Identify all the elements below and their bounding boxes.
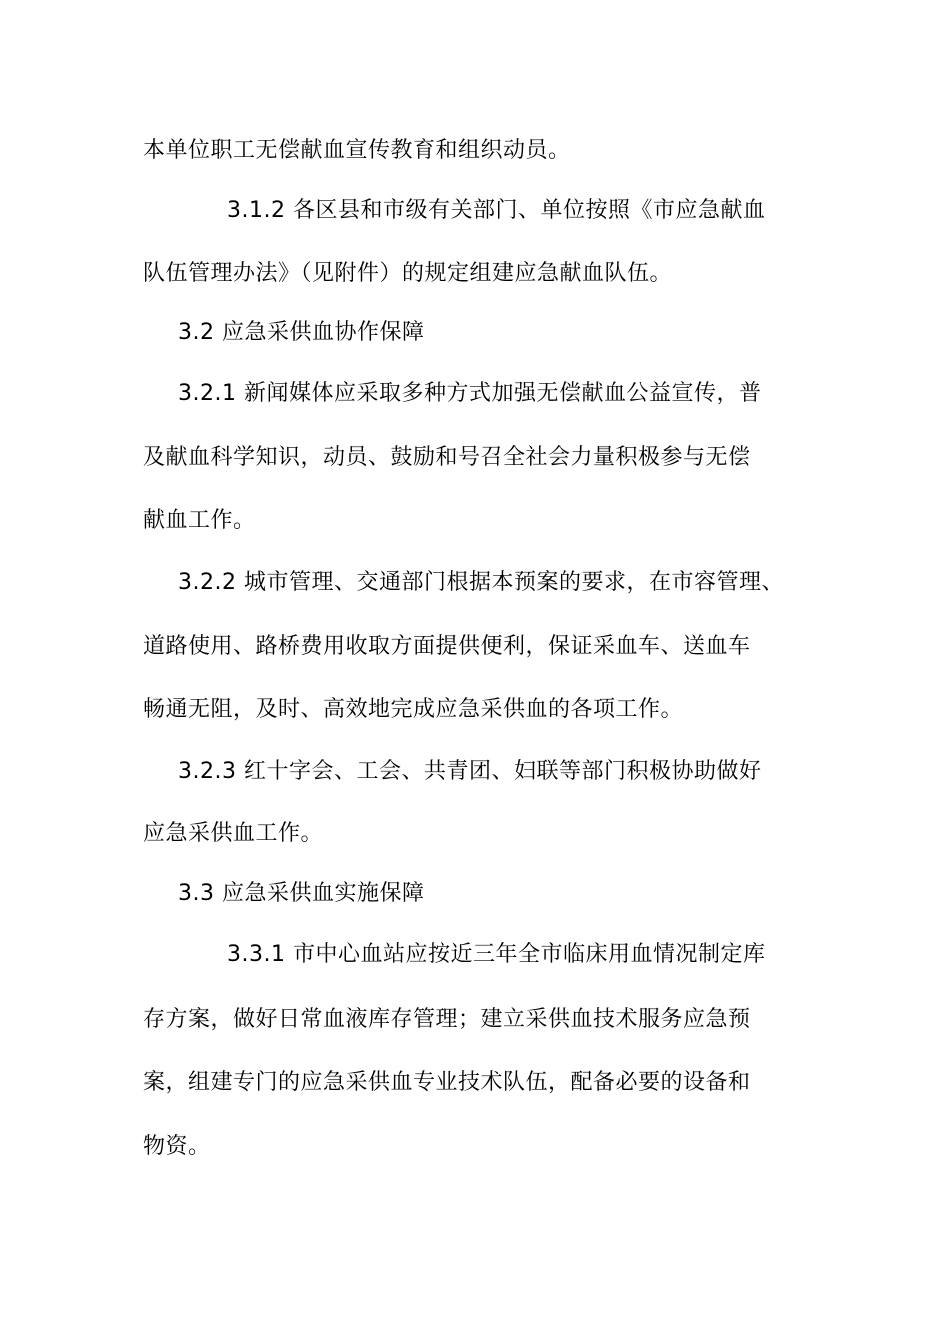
section-heading: 3.3 应急采供血实施保障 bbox=[178, 881, 425, 906]
paragraph-line: 案，组建专门的应急采供血专业技术队伍，配备必要的设备和 bbox=[143, 1070, 751, 1095]
paragraph-line: 及献血科学知识，动员、鼓励和号召全社会力量积极参与无偿 bbox=[143, 445, 751, 470]
paragraph-line: 存方案，做好日常血液库存管理；建立采供血技术服务应急预 bbox=[143, 1007, 751, 1032]
paragraph-line: 畅通无阻，及时、高效地完成应急采供血的各项工作。 bbox=[143, 697, 684, 722]
section-heading: 3.2 应急采供血协作保障 bbox=[178, 320, 425, 345]
paragraph-line: 3.2.3 红十字会、工会、共青团、妇联等部门积极协助做好 bbox=[178, 759, 762, 784]
paragraph-line: 3.2.2 城市管理、交通部门根据本预案的要求，在市容管理、 bbox=[178, 570, 784, 595]
paragraph-line: 队伍管理办法》（见附件）的规定组建应急献血队伍。 bbox=[143, 261, 673, 286]
paragraph-line: 献血工作。 bbox=[143, 508, 256, 533]
paragraph-line: 道路使用、路桥费用收取方面提供便利，保证采血车、送血车 bbox=[143, 634, 751, 659]
paragraph-line: 3.2.1 新闻媒体应采取多种方式加强无偿献血公益宣传，普 bbox=[178, 381, 762, 406]
paragraph-line: 3.1.2 各区县和市级有关部门、单位按照《市应急献血 bbox=[227, 198, 766, 223]
paragraph-line: 本单位职工无偿献血宣传教育和组织动员。 bbox=[143, 138, 571, 163]
paragraph-line: 物资。 bbox=[143, 1134, 211, 1159]
paragraph-line: 应急采供血工作。 bbox=[143, 821, 324, 846]
paragraph-line: 3.3.1 市中心血站应按近三年全市临床用血情况制定库 bbox=[227, 942, 766, 967]
